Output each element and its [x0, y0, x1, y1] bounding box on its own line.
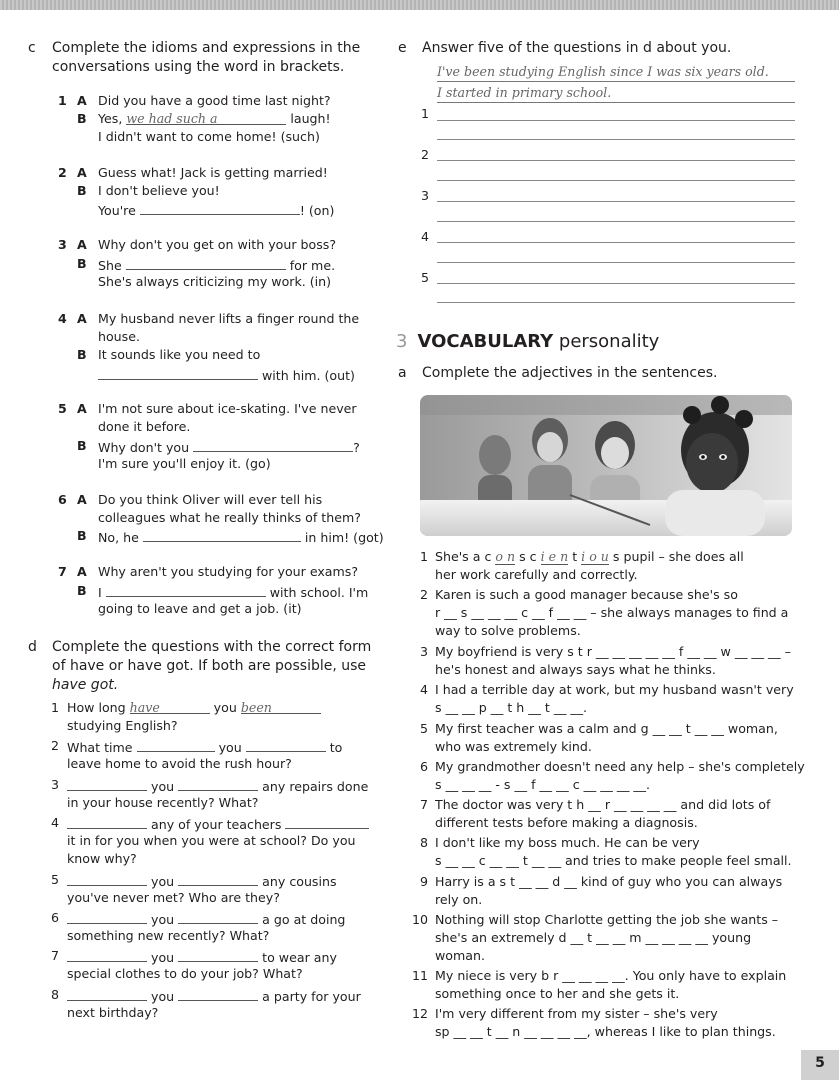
e-answer-number-3: 3: [421, 188, 430, 203]
e-answer-number-5: 5: [421, 270, 430, 285]
e-example-line1: I've been studying English since I was six years old.: [437, 63, 795, 82]
e-answer-number-1: 1: [421, 106, 430, 121]
vocab2-line2: r __ s __ __ __ c __ f __ __ – she always manages to find a: [435, 605, 789, 620]
section-e-letter: e: [398, 40, 407, 56]
c3-line-a: Why don't you get on with your boss?: [98, 237, 337, 252]
d6-blank1[interactable]: [67, 909, 147, 924]
e-answer-line-3b[interactable]: [437, 221, 795, 222]
c6-line-a1: Do you think Oliver will ever tell his: [98, 492, 323, 507]
c3-label-b: B: [77, 256, 87, 271]
d7-line2: special clothes to do your job? What?: [67, 966, 303, 981]
vocab-a-letter: a: [398, 365, 407, 381]
d4-blank2[interactable]: [285, 814, 369, 829]
c1-line-b: Yes, we had such a laugh!: [98, 111, 331, 126]
d4-line3: know why?: [67, 851, 137, 866]
vocab7-line2: different tests before making a diagnosis.: [435, 815, 698, 830]
d5-blank1[interactable]: [67, 871, 147, 886]
e-answer-line-2a[interactable]: [437, 160, 795, 161]
vocab9-number: 9: [419, 874, 428, 889]
vocab6-line1: My grandmother doesn't need any help – she's completely: [435, 759, 805, 774]
d2-blank2[interactable]: [246, 737, 326, 752]
c6-label-b: B: [77, 528, 87, 543]
d5-line1: you any cousins: [67, 871, 337, 891]
c3-line-b2: She's always criticizing my work. (in): [98, 274, 332, 289]
c5-blank[interactable]: [193, 437, 353, 452]
section-e-instruction: Answer five of the questions in d about you.: [422, 40, 732, 56]
d3-number: 3: [51, 777, 60, 792]
c1-label-b: B: [77, 111, 87, 126]
d7-line1: you to wear any: [67, 947, 337, 967]
vocab3-line2: he's honest and always says what he thinks.: [435, 662, 716, 677]
vocab-title: VOCABULARY: [417, 331, 554, 352]
vocab12-line2: sp __ __ t __ n __ __ __ __, whereas I like to plan things.: [435, 1024, 776, 1039]
vocab7-line1: The doctor was very t h __ r __ __ __ __ and did lots of: [435, 797, 771, 812]
c5-line-a1: I'm not sure about ice-skating. I've never: [98, 401, 357, 416]
e-answer-line-5b[interactable]: [437, 302, 795, 303]
c7-line-b: I with school. I'm: [98, 582, 368, 602]
vocab4-line1: I had a terrible day at work, but my husband wasn't very: [435, 682, 794, 697]
vocab11-line2: something once to her and she gets it.: [435, 986, 680, 1001]
d5-line2: you've never met? Who are they?: [67, 890, 280, 905]
c5-line-b2: I'm sure you'll enjoy it. (go): [98, 456, 271, 471]
vocab8-number: 8: [419, 835, 428, 850]
vocab2-number: 2: [419, 587, 428, 602]
vocabulary-heading: [396, 331, 659, 352]
c4-line-b2: with him. (out): [98, 365, 355, 385]
d5-number: 5: [51, 872, 60, 887]
e-answer-line-1b[interactable]: [437, 139, 795, 140]
c2-line-a: Guess what! Jack is getting married!: [98, 165, 328, 180]
c4-number: 4: [58, 311, 67, 326]
c1-answer: we had such a: [126, 110, 286, 125]
vocab6-number: 6: [419, 759, 428, 774]
vocab10-line3: woman.: [435, 948, 485, 963]
vocab9-line2: rely on.: [435, 892, 483, 907]
c6-number: 6: [58, 492, 67, 507]
vocab11-line1: My niece is very b r __ __ __ __. You only have to explain: [435, 968, 787, 983]
c4-line-b1: It sounds like you need to: [98, 347, 261, 362]
d4-blank1[interactable]: [67, 814, 147, 829]
e-answer-line-1a[interactable]: [437, 120, 795, 121]
vocab11-number: 11: [411, 968, 428, 983]
c3-blank[interactable]: [126, 255, 286, 270]
d7-blank2[interactable]: [178, 947, 258, 962]
d2-number: 2: [51, 738, 60, 753]
c1-label-a: A: [77, 93, 87, 108]
c2-label-a: A: [77, 165, 87, 180]
c2-number: 2: [58, 165, 67, 180]
vocab1-line1: She's a c o n s c i e n t i o u s pupil – she does all: [435, 549, 744, 564]
e-answer-number-4: 4: [421, 229, 430, 244]
c5-number: 5: [58, 401, 67, 416]
d8-blank1[interactable]: [67, 986, 147, 1001]
vocab5-line2: who was extremely kind.: [435, 739, 592, 754]
c5-line-a2: done it before.: [98, 419, 191, 434]
vocab12-number: 12: [411, 1006, 428, 1021]
vocab10-line1: Nothing will stop Charlotte getting the job she wants –: [435, 912, 779, 927]
classroom-photo: [420, 395, 792, 536]
vocab8-line1: I don't like my boss much. He can be very: [435, 835, 700, 850]
d4-line2: it in for you when you were at school? Do you: [67, 833, 356, 848]
vocab1-answer-a: o n: [495, 549, 516, 564]
c7-number: 7: [58, 564, 67, 579]
d1-line1: How long have you been: [67, 699, 321, 717]
c4-label-b: B: [77, 347, 87, 362]
vocab7-number: 7: [419, 797, 428, 812]
vocab1-answer-c: i o u: [581, 549, 609, 564]
c6-blank[interactable]: [143, 527, 301, 542]
section-d-letter: d: [28, 639, 37, 655]
d2-line1: What time you to: [67, 737, 342, 757]
e-answer-line-5a[interactable]: [437, 283, 795, 284]
d3-blank1[interactable]: [67, 776, 147, 791]
d2-blank1[interactable]: [137, 737, 215, 752]
c4-line-a1: My husband never lifts a finger round the: [98, 311, 360, 326]
vocab9-line1: Harry is a s t __ __ d __ kind of guy who you can always: [435, 874, 783, 889]
c6-line-b: No, he in him! (got): [98, 527, 384, 547]
d6-number: 6: [51, 910, 60, 925]
vocab-section-number: 3: [396, 331, 408, 352]
d8-line2: next birthday?: [67, 1005, 159, 1020]
vocab10-number: 10: [411, 912, 428, 927]
vocab2-line1: Karen is such a good manager because she's so: [435, 587, 738, 602]
c4-blank[interactable]: [98, 365, 258, 380]
c7-line-b2: going to leave and get a job. (it): [98, 601, 302, 616]
d2-line2: leave home to avoid the rush hour?: [67, 756, 292, 771]
c2-label-b: B: [77, 183, 87, 198]
d1-answer1: have: [130, 699, 210, 714]
vocab2-line3: way to solve problems.: [435, 623, 581, 638]
section-e-header: [398, 39, 818, 58]
c2-blank[interactable]: [140, 200, 300, 215]
d4-number: 4: [51, 815, 60, 830]
c7-label-a: A: [77, 564, 87, 579]
d8-blank2[interactable]: [178, 986, 258, 1001]
c3-label-a: A: [77, 237, 87, 252]
vocab1-line2: her work carefully and correctly.: [435, 567, 638, 582]
c3-line-b: She for me.: [98, 255, 335, 275]
vocab5-number: 5: [419, 721, 428, 736]
vocab-a-instruction: Complete the adjectives in the sentences.: [422, 365, 718, 381]
c1-line-a: Did you have a good time last night?: [98, 93, 331, 108]
d8-number: 8: [51, 987, 60, 1002]
d6-line2: something new recently? What?: [67, 928, 270, 943]
c7-label-b: B: [77, 583, 87, 598]
e-answer-number-2: 2: [421, 147, 430, 162]
d1-answer2: been: [241, 699, 321, 714]
d4-line1: any of your teachers: [67, 814, 369, 834]
vocab6-line2: s __ __ __ - s __ f __ __ c __ __ __ __.: [435, 777, 651, 792]
d5-blank2[interactable]: [178, 871, 258, 886]
top-edge-strip: [0, 0, 839, 10]
c2-line-b2: You're ! (on): [98, 200, 334, 220]
d7-number: 7: [51, 948, 60, 963]
c4-label-a: A: [77, 311, 87, 326]
section-c-header: [28, 39, 388, 77]
section-d-header: [28, 638, 388, 695]
c5-line-b: Why don't you ?: [98, 437, 360, 457]
vocab8-line2: s __ __ c __ __ t __ __ and tries to make people feel small.: [435, 853, 792, 868]
vocab4-number: 4: [419, 682, 428, 697]
d3-line2: in your house recently? What?: [67, 795, 259, 810]
vocab5-line1: My first teacher was a calm and g __ __ t __ __ woman,: [435, 721, 778, 736]
d3-blank2[interactable]: [178, 776, 258, 791]
c1-number: 1: [58, 93, 67, 108]
section-d-instruction-line3: have got.: [52, 677, 119, 693]
e-answer-line-2b[interactable]: [437, 180, 795, 181]
c7-line-a: Why aren't you studying for your exams?: [98, 564, 359, 579]
vocab3-number: 3: [419, 644, 428, 659]
vocab-a-header: [398, 364, 818, 383]
vocab-topic: personality: [558, 331, 660, 352]
vocab10-line2: she's an extremely d __ t __ __ m __ __ __ __ young: [435, 930, 752, 945]
section-c-instruction-line1: Complete the idioms and expressions in the: [52, 40, 361, 56]
c3-number: 3: [58, 237, 67, 252]
c2-line-b1: I don't believe you!: [98, 183, 220, 198]
d1-number: 1: [51, 700, 60, 715]
vocab1-answer-b: i e n: [540, 549, 569, 564]
section-d-instruction-line1: Complete the questions with the correct form: [52, 639, 372, 655]
c1-line-b2: I didn't want to come home! (such): [98, 129, 320, 144]
vocab12-line1: I'm very different from my sister – she's very: [435, 1006, 718, 1021]
vocab1-number: 1: [419, 549, 428, 564]
c4-line-a2: house.: [98, 329, 140, 344]
e-example-line2: I started in primary school.: [437, 84, 795, 103]
d6-line1: you a go at doing: [67, 909, 345, 929]
c7-blank[interactable]: [106, 582, 266, 597]
page-number: 5: [801, 1050, 839, 1080]
c5-label-a: A: [77, 401, 87, 416]
classroom-photo-illustration: [420, 395, 792, 536]
d1-line2: studying English?: [67, 718, 178, 733]
e-answer-line-3a[interactable]: [437, 201, 795, 202]
c6-label-a: A: [77, 492, 87, 507]
section-c-instruction-line2: conversations using the word in brackets.: [52, 59, 345, 75]
vocab3-line1: My boyfriend is very s t r __ __ __ __ __ f __ __ w __ __ __ –: [435, 644, 791, 659]
d8-line1: you a party for your: [67, 986, 361, 1006]
c5-label-b: B: [77, 438, 87, 453]
section-d-instruction-line2: of have or have got. If both are possible, use: [52, 658, 367, 674]
section-c-letter: c: [28, 40, 36, 56]
d6-blank2[interactable]: [178, 909, 258, 924]
vocab4-line2: s __ __ p __ t h __ t __ __.: [435, 700, 588, 715]
e-answer-line-4a[interactable]: [437, 242, 795, 243]
c6-line-a2: colleagues what he really thinks of them?: [98, 510, 361, 525]
d7-blank1[interactable]: [67, 947, 147, 962]
e-answer-line-4b[interactable]: [437, 262, 795, 263]
d3-line1: you any repairs done: [67, 776, 368, 796]
